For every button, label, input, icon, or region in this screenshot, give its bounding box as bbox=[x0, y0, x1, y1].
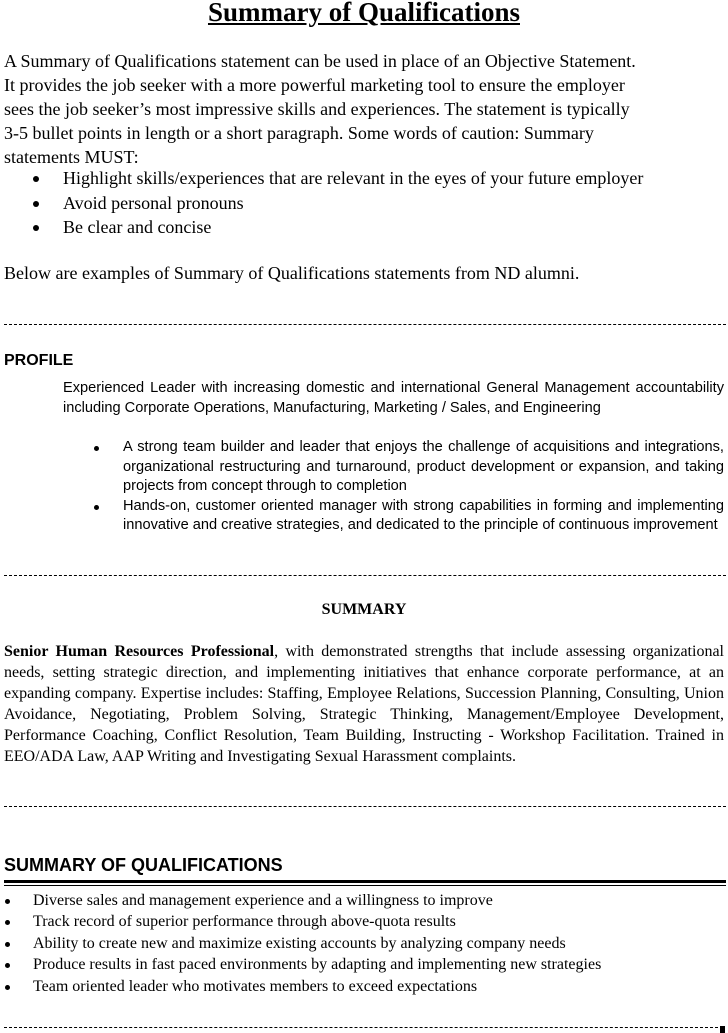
bullet-icon bbox=[5, 985, 10, 990]
bullet-icon bbox=[5, 963, 10, 968]
intro-line: statements MUST: bbox=[4, 147, 139, 167]
bullet-icon bbox=[5, 899, 10, 904]
intro-paragraph bbox=[4, 49, 724, 169]
page-edge-mark bbox=[720, 1026, 725, 1033]
summary-lead: Senior Human Resources Professional bbox=[4, 643, 275, 660]
heading-rule bbox=[4, 885, 726, 886]
dashed-divider bbox=[4, 806, 726, 807]
bullet-text: Be clear and concise bbox=[63, 217, 212, 237]
list-item bbox=[0, 191, 728, 216]
qualifications-heading: SUMMARY OF QUALIFICATIONS bbox=[4, 855, 283, 875]
summary-paragraph bbox=[4, 641, 724, 767]
intro-line: It provides the job seeker with a more powerful marketing tool to ensure the employer bbox=[4, 75, 625, 95]
bullet-icon bbox=[33, 201, 39, 207]
heading-rule bbox=[4, 880, 726, 883]
bullet-icon bbox=[94, 446, 99, 451]
examples-intro: Below are examples of Summary of Qualifications statements from ND alumni. bbox=[4, 263, 580, 283]
bullet-text: A strong team builder and leader that enjoys the challenge of acquisitions and integrations, organizational restructuring and turnaround, product development or expansion, and taking projects from concept through to completion bbox=[123, 439, 724, 494]
intro-line: sees the job seeker’s most impressive skills and experiences. The statement is typically bbox=[4, 99, 630, 119]
profile-heading: PROFILE bbox=[4, 352, 74, 369]
bullet-icon bbox=[94, 505, 99, 510]
profile-body: Experienced Leader with increasing domestic and international General Management accountability including Corporate Operations, Manufacturing, Marketing / Sales, and Engineering bbox=[63, 380, 724, 416]
intro-line: A Summary of Qualifications statement can be used in place of an Objective Statement. bbox=[4, 51, 636, 71]
bullet-text: Team oriented leader who motivates members to exceed expectations bbox=[33, 977, 478, 995]
dashed-divider bbox=[4, 575, 726, 576]
page-title: Summary of Qualifications bbox=[207, 0, 520, 27]
list-item bbox=[0, 976, 728, 997]
bullet-text: Track record of superior performance through above-quota results bbox=[33, 913, 456, 931]
list-item bbox=[0, 911, 728, 932]
list-item bbox=[0, 166, 728, 191]
bullet-text: Hands-on, customer oriented manager with strong capabilities in forming and implementing innovative and creative strategies, and dedicated to the principle of continuous improvement bbox=[123, 497, 724, 533]
list-item bbox=[63, 497, 724, 536]
intro-line: 3-5 bullet points in length or a short paragraph. Some words of caution: Summary bbox=[4, 123, 594, 143]
list-item bbox=[0, 215, 728, 240]
list-item bbox=[0, 954, 728, 975]
bullet-text: Ability to create new and maximize existing accounts by analyzing company needs bbox=[33, 934, 566, 952]
qualifications-bullet-list bbox=[0, 890, 728, 997]
bullet-text: Produce results in fast paced environments by adapting and implementing new strategies bbox=[33, 956, 602, 974]
summary-heading: SUMMARY bbox=[321, 601, 407, 618]
list-item bbox=[63, 438, 724, 497]
bullet-icon bbox=[33, 176, 39, 182]
list-item bbox=[0, 890, 728, 911]
dashed-divider bbox=[4, 324, 726, 325]
list-item bbox=[0, 933, 728, 954]
bullet-text: Highlight skills/experiences that are relevant in the eyes of your future employer bbox=[63, 168, 644, 188]
bullet-text: Diverse sales and management experience and a willingness to improve bbox=[33, 892, 493, 909]
bullet-text: Avoid personal pronouns bbox=[63, 192, 244, 213]
bullet-icon bbox=[5, 920, 10, 925]
intro-bullet-list bbox=[0, 166, 728, 240]
dashed-divider bbox=[4, 1027, 718, 1028]
bullet-icon bbox=[33, 225, 39, 231]
bullet-icon bbox=[5, 942, 10, 947]
summary-text: , with demonstrated strengths that include assessing organizational needs, setting strategic direction, and implementing initiatives that enhance corporate performance, at an expanding company. Expertise includes: Staffing, Employee Relations, Succession Planning, Consulting, Union Avoidance, Negotiating, Problem Solving, Strategic Thinking, Management/Employee Development, Performance Coaching, Conflict Resolution, Team Building, Instructing - Workshop Facilitation. Trained in EEO/ADA Law, AAP Writing and Investigating Sexual Harassment complaints. bbox=[4, 643, 724, 765]
profile-bullet-list bbox=[63, 438, 724, 536]
